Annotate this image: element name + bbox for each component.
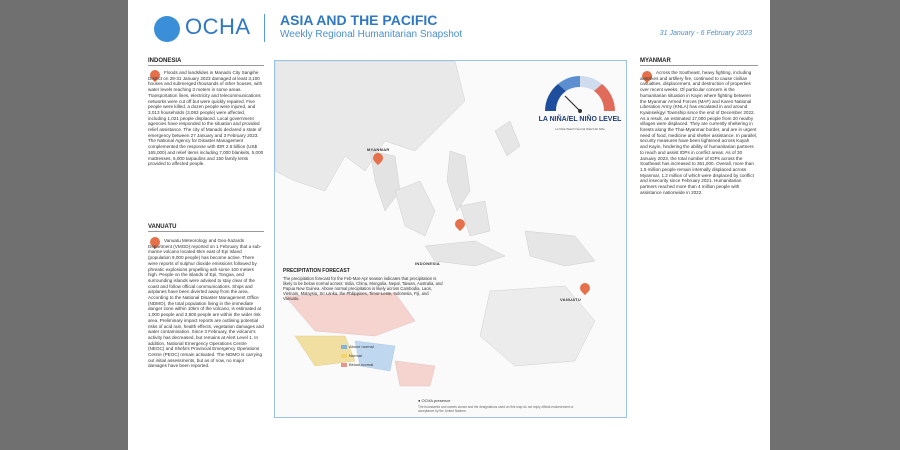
ocha-presence-legend: ● OCHA presence <box>418 398 451 403</box>
ocha-logo-text: OCHA <box>185 14 251 39</box>
legend-above-normal <box>341 344 374 349</box>
vanuatu-text: Vanuatu Meteorology and Geo-hazards Department (VMGD) reported on 1 February that a sub-marine volcano located 6km east of Epi Island (population 9,000 people) has become active. There were reports of sulphur dioxide emissions followed by phreatic explosions propelling ash some 100 meters high. People on the islands of Epi, Tongoa, and surrounding islands were advised to stay clear of the coast and follow official communications. Ships and airplanes have been diverted away from the area. According to the National Disaster Management Office (NDMO), the total population living in the immediate danger zone within 10km of the volcano, is estimated at 1,000 people and 3,800 people are within the wider risk area. Preliminary impact reports are outlining potential risks of acid rain, health effects, vegetation damages and water contamination. Since 3 February, the volcano's activity has decreased, but remains at Alert Level 1. In addition, National Emergency Operations Centre (NEOC) and Shefa's Provincial Emergency Operations Centre (PEOC) remain activated. The NDMO is carrying out initial assessments, but as of now, no major damages have been reported. <box>148 238 264 369</box>
swatch-normal <box>341 354 347 358</box>
gauge-tick: La Niña <box>555 127 566 131</box>
ocha-presence-label: OCHA presence <box>421 398 451 403</box>
legend-label: Normal <box>349 353 362 358</box>
gauge-tick-labels <box>535 127 625 131</box>
page-title: ASIA AND THE PACIFIC <box>280 12 438 28</box>
gauge-title: LA NIÑA/EL NIÑO LEVEL <box>538 116 622 123</box>
regional-map <box>274 60 627 418</box>
header <box>128 0 770 50</box>
precipitation-forecast <box>283 268 449 396</box>
swatch-below-normal <box>341 363 347 367</box>
legend-below-normal <box>341 362 373 367</box>
forecast-text: The precipitation forecast for the Feb-Mar-Apr season indicates that precipitation is likely to be below normal across: India, China, Mongolia, Nepal, Taiwan, Australia, and Papua New Guinea. Above normal precipitation is likely across Cambodia, Laos, Vietnam, Malaysia, Sri Lanka, the Philippines, Timor-Leste, Indonesia, Fiji, and Vanuatu. <box>283 276 443 301</box>
map-disclaimer: The boundaries and names shown and the designations used on this map do not imply official endorsement or acceptance by the United Nations. <box>418 405 574 413</box>
gauge-tick: Watch <box>586 127 595 131</box>
indonesia-text: Floods and landslides in Manado City Sangihe District on 28-31 January 2023 damaged at least 3,100 houses and submerged thousands of other houses, with water levels reaching 3 meters in some areas. Transportation lines, electricity and telecommunications networks were cut off but were quickly repaired. Five people were killed, a dozen people were injured, and 3,013 households (3,083 people) were affected, including 1,021 people displaced. Local government agencies have responded to the situation and provided relief assistance. The city of Manado declared a state of emergency between 27 January and 3 February 2023. The National Agency for Disaster Management complemented the response with IDR 2.5 billion (US$ 165,000) and relief items including 7,000 blankets, 5,000 mattresses, 5,000 tarpaulins and 150 family tents provided to affected people. <box>148 70 264 167</box>
swatch-above-normal <box>341 345 347 349</box>
enso-gauge <box>535 66 625 138</box>
myanmar-heading: MYANMAR <box>640 58 758 66</box>
legend-label: Above normal <box>349 344 374 349</box>
gauge-tick: Watch <box>566 127 575 131</box>
legend-normal <box>341 353 362 358</box>
myanmar-text: Across the Southeast, heavy fighting, including airstrikes and artillery fire, continued to cause civilian casualties, displacement, and destruction of properties over recent weeks. Of particular concern is the humanitarian situation in Kayin where fighting between the Myanmar Armed Forces (MAF) and Karen National Liberation Army (KNLA) has escalated in and around Kyainseikgyi Township since the end of December 2022. As a result, an estimated 17,000 people from 20 nearby villages were displaced. They are currently sheltering in forests along the Thai-Myanmar border, and are in urgent need of food, medicine and shelter assistance. In parallel, security measures have been tightened across Kayah and Kayin, hindering the ability of humanitarian partners to reach and assist IDPs in conflict areas. As of 30 January 2023, the total number of IDPs across the Southeast has increased to 361,000. Overall, more than 1.5 million people remain internally displaced across Myanmar, 1.2 million of which were displaced by conflict and insecurity since February 2021. Humanitarian partners reached more than 4 million people with assistance nationwide in 2022. <box>640 70 758 195</box>
snapshot-page <box>128 0 770 450</box>
gauge-tick: Neutral <box>575 127 586 131</box>
page-subtitle: Weekly Regional Humanitarian Snapshot <box>280 29 463 40</box>
un-emblem-icon <box>154 16 180 42</box>
forecast-title: PRECIPITATION FORECAST <box>283 268 350 274</box>
vanuatu-heading: VANUATU <box>148 224 264 232</box>
date-range: 31 January - 6 February 2023 <box>659 30 752 37</box>
header-divider <box>264 14 265 42</box>
gauge-dial <box>535 66 625 116</box>
map-label-vanuatu: VANUATU <box>560 297 582 302</box>
map-label-indonesia: INDONESIA <box>415 261 440 266</box>
map-label-myanmar: MYANMAR <box>367 147 390 152</box>
indonesia-heading: INDONESIA <box>148 58 264 66</box>
gauge-tick: El Niño <box>595 127 605 131</box>
legend-label: Below normal <box>349 362 374 367</box>
